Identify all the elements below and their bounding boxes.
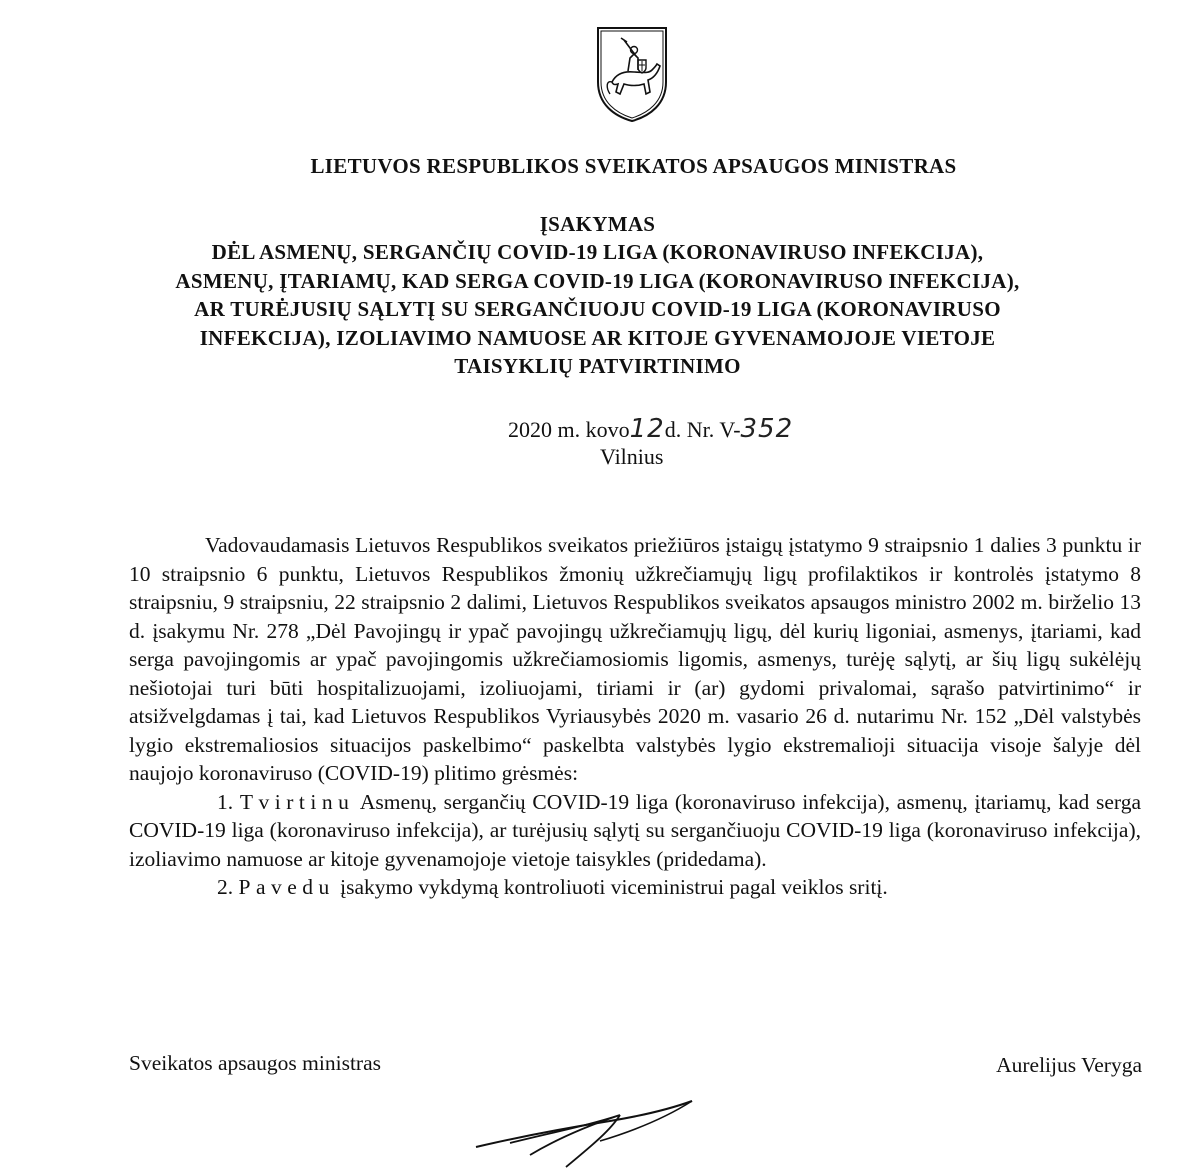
order-body <box>129 531 1141 902</box>
item-text: įsakymo vykdymą kontroliuoti viceministrui pagal veiklos sritį. <box>340 875 888 899</box>
signatory-name: Aurelijus Veryga <box>996 1053 1142 1077</box>
date-and-number-line <box>508 414 793 444</box>
place-of-issue: Vilnius <box>600 444 664 469</box>
document-type-heading: ĮSAKYMAS <box>539 212 656 236</box>
coat-of-arms-vytis-icon <box>594 24 670 124</box>
order-title-line: AR TURĖJUSIŲ SĄLYTĮ SU SERGANČIUOJU COVID-19 LIGA (KORONAVIRUSO <box>194 297 1001 321</box>
order-title-line: ASMENŲ, ĮTARIAMŲ, KAD SERGA COVID-19 LIGA (KORONAVIRUSO INFEKCIJA), <box>175 268 1020 293</box>
handwritten-day: 12 <box>629 414 665 444</box>
signatory-position: Sveikatos apsaugos ministras <box>129 1051 382 1075</box>
preamble-paragraph: Vadovaudamasis Lietuvos Respublikos sveikatos priežiūros įstaigų įstatymo 9 straipsnio 1 dalies 3 punktu ir 10 straipsnio 6 punktu, Lietuvos Respublikos žmonių užkrečiamųjų ligų profilaktikos ir kontrolės įstatymo 8 straipsniu, 9 straipsniu, 22 straipsnio 2 dalimi, Lietuvos Respublikos sveikatos apsaugos ministro 2002 m. birželio 13 d. įsakymu Nr. 278 „Dėl Pavojingų ir ypač pavojingų užkrečiamųjų ligų, dėl kurių ligoniai, asmenys, įtariami, kad serga pavojingomis ar ypač pavojingomis užkrečiamosiomis ligomis, asmenys, turėję sąlytį, ar šių ligų sukėlėjų nešiotojai turi būti hospitalizuojami, izoliuojami, tiriami ir (ar) gydomi privalomai, sąrašo patvirtinimo“ ir atsižvelgdamas į tai, kad Lietuvos Respublikos Vyriausybės 2020 m. vasario 26 d. nutarimu Nr. 152 „Dėl valstybės lygio ekstremaliosios situacijos paskelbimo“ paskelbta valstybės lygio ekstremalioji situacija visoje šalyje dėl naujojo koronaviruso (COVID-19) plitimo grėsmės: <box>129 533 1141 785</box>
order-item-2 <box>129 873 1141 902</box>
order-title-line: DĖL ASMENŲ, SERGANČIŲ COVID-19 LIGA (KORONAVIRUSO INFEKCIJA), <box>211 240 984 264</box>
handwritten-signature-icon <box>470 1085 730 1168</box>
order-title-line: TAISYKLIŲ PATVIRTINIMO <box>454 354 741 378</box>
order-title <box>0 238 1195 381</box>
item-text: Asmenų, sergančių COVID-19 liga (koronaviruso infekcija), asmenų, įtariamų, kad serga COVID-19 liga (koronaviruso infekcija), ar turėjusių sąlytį su sergančiuoju COVID-19 liga (koronaviruso infekcija), izoliavimo namuose ar kitoje gyvenamojoje vietoje taisykles (pridedama). <box>129 789 1141 871</box>
handwritten-order-number: 352 <box>740 414 794 444</box>
ministry-heading: LIETUVOS RESPUBLIKOS SVEIKATOS APSAUGOS MINISTRAS <box>310 154 957 178</box>
order-item-1 <box>129 788 1141 874</box>
item-number: 1. <box>217 789 234 814</box>
order-title-line: INFEKCIJA), IZOLIAVIMO NAMUOSE AR KITOJE GYVENAMOJOJE VIETOJE <box>199 325 996 350</box>
date-number-middle: d. Nr. V- <box>664 417 741 442</box>
date-prefix: 2020 m. kovo <box>508 417 630 442</box>
item-keyword: Tvirtinu <box>239 789 355 814</box>
item-number: 2. <box>217 875 234 899</box>
item-keyword: Pavedu <box>238 875 335 899</box>
